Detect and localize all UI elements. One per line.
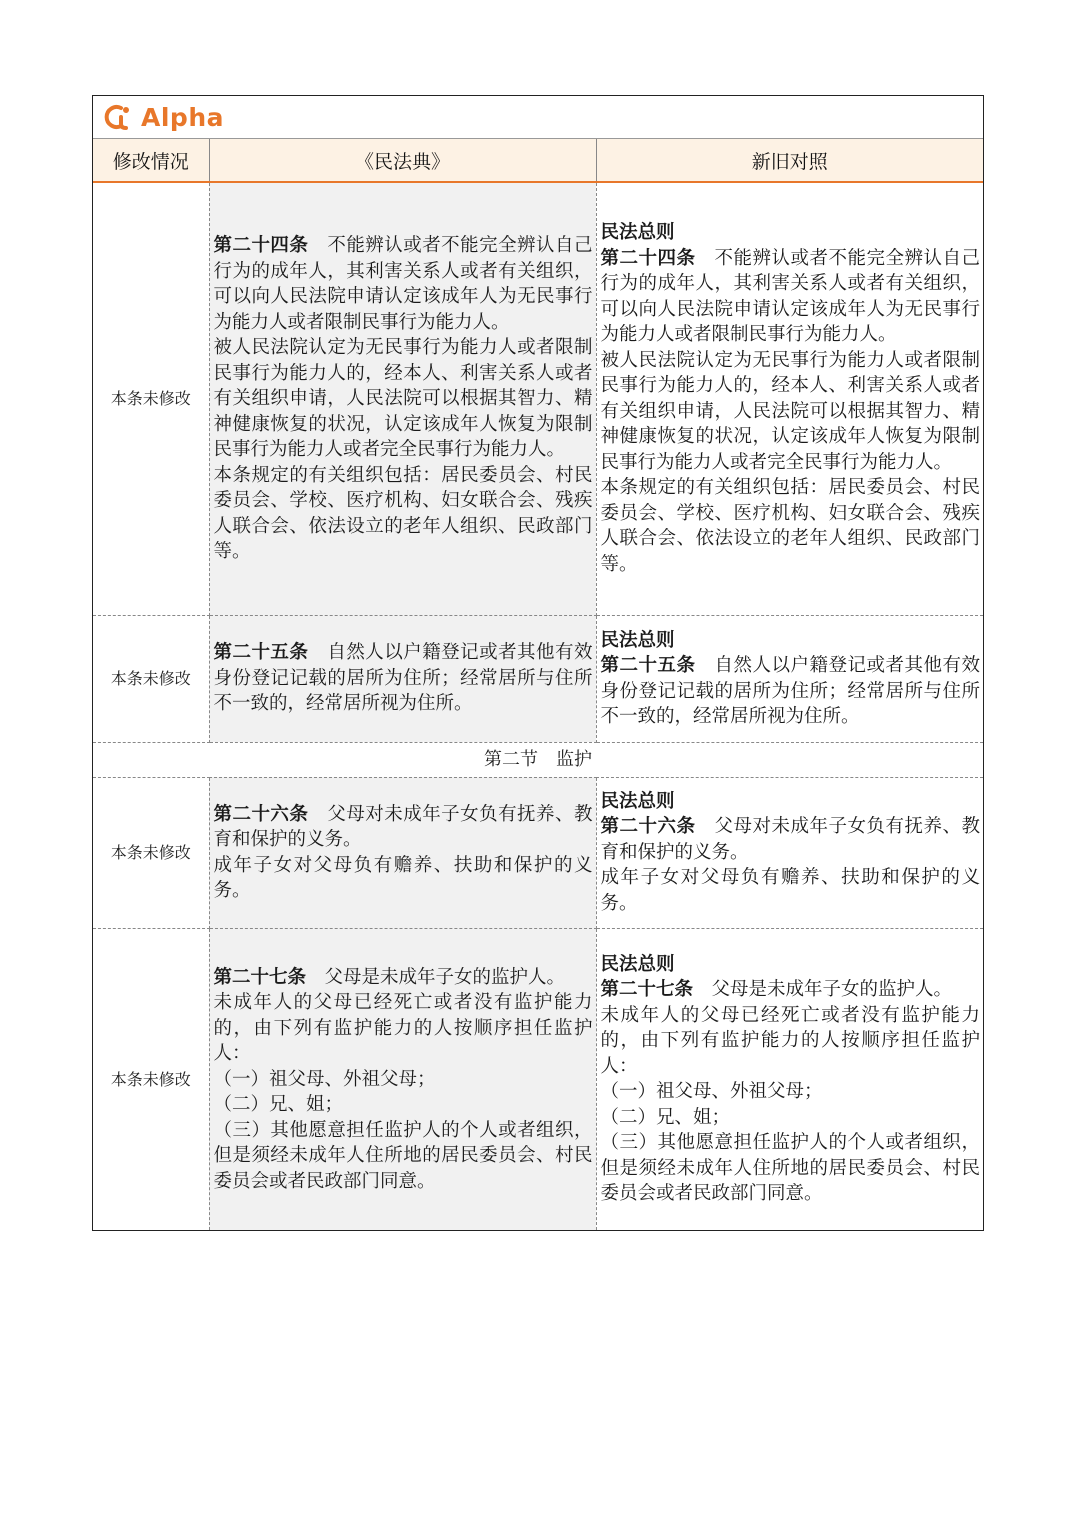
alpha-logo-icon xyxy=(101,102,133,132)
article-number: 第二十五条 xyxy=(600,655,696,676)
paragraph-text: 自然人以户籍登记或者其他有效身份登记记载的居所为住所；经常居所与住所不一致的，经常居所视为住所。 xyxy=(600,655,980,727)
comparison-cell xyxy=(596,182,983,615)
civil-code-cell xyxy=(209,182,596,615)
article-paragraph: 未成年人的父母已经死亡或者没有监护能力的，由下列有监护能力的人按顺序担任监护人： xyxy=(213,992,593,1064)
article-paragraph: （三）其他愿意担任监护人的个人或者组织，但是须经未成年人住所地的居民委员会、村民委员会或者民政部门同意。 xyxy=(213,1119,593,1192)
section-title: 第二节 监护 xyxy=(93,742,983,777)
comparison-document xyxy=(92,95,984,1231)
paragraph-text: 父母是未成年子女的监护人。 xyxy=(324,966,566,988)
table-row xyxy=(93,928,983,1230)
article-paragraph: （一）祖父母、外祖父母； xyxy=(213,1068,436,1090)
code-title: 民法总则 xyxy=(600,953,675,975)
status-cell: 本条未修改 xyxy=(93,615,209,742)
table-row xyxy=(93,182,983,615)
comparison-cell xyxy=(596,928,983,1230)
article-paragraph: 本条规定的有关组织包括：居民委员会、村民委员会、学校、医疗机构、妇女联合会、残疾人联合会、依法设立的老年人组织、民政部门等。 xyxy=(213,464,593,562)
article-paragraph xyxy=(601,977,981,1003)
header-comparison: 新旧对照 xyxy=(596,139,983,182)
paragraph-text: 自然人以户籍登记或者其他有效身份登记记载的居所为住所；经常居所与住所不一致的，经常居所视为住所。 xyxy=(213,642,593,715)
article-paragraph xyxy=(214,640,593,717)
civil-code-cell xyxy=(209,928,596,1230)
code-title: 民法总则 xyxy=(600,790,675,812)
article-paragraph xyxy=(214,802,593,853)
article-paragraph: 未成年人的父母已经死亡或者没有监护能力的，由下列有监护能力的人按顺序担任监护人： xyxy=(600,1004,980,1077)
article-number: 第二十七条 xyxy=(213,966,307,988)
header-civil-code: 《民法典》 xyxy=(209,139,596,182)
paragraph-text: 不能辨认或者不能完全辨认自己行为的成年人，其利害关系人或者有关组织，可以向人民法院申请认定该成年人为无民事行为能力人或者限制民事行为能力人。 xyxy=(213,235,593,333)
article-paragraph xyxy=(601,246,981,348)
status-cell: 本条未修改 xyxy=(93,182,209,615)
brand-name: Alpha xyxy=(141,102,224,132)
article-number: 第二十五条 xyxy=(213,642,309,664)
article-paragraph: 成年子女对父母负有赡养、扶助和保护的义务。 xyxy=(213,854,593,901)
article-paragraph xyxy=(214,233,593,335)
article-paragraph: （三）其他愿意担任监护人的个人或者组织，但是须经未成年人住所地的居民委员会、村民委员会或者民政部门同意。 xyxy=(600,1132,980,1205)
paragraph-text: 不能辨认或者不能完全辨认自己行为的成年人，其利害关系人或者有关组织，可以向人民法院申请认定该成年人为无民事行为能力人或者限制民事行为能力人。 xyxy=(600,247,980,346)
paragraph-text: 父母是未成年子女的监护人。 xyxy=(711,979,953,1001)
article-paragraph: （二）兄、姐； xyxy=(213,1094,344,1115)
article-paragraph xyxy=(214,965,593,991)
header-status: 修改情况 xyxy=(93,139,209,182)
civil-code-cell xyxy=(209,615,596,742)
article-number: 第二十六条 xyxy=(600,816,696,838)
table-header-row xyxy=(93,139,983,182)
code-title: 民法总则 xyxy=(600,629,675,651)
article-paragraph: 被人民法院认定为无民事行为能力人或者限制民事行为能力人的，经本人、利害关系人或者有关组织申请，人民法院可以根据其智力、精神健康恢复的状况，认定该成年人恢复为限制民事行为能力人或者完全民事行为能力人。 xyxy=(600,349,980,473)
article-number: 第二十四条 xyxy=(600,247,696,269)
article-number: 第二十七条 xyxy=(600,979,694,1001)
paragraph-text: 父母对未成年子女负有抚养、教育和保护的义务。 xyxy=(213,803,593,850)
article-paragraph: （二）兄、姐； xyxy=(600,1106,731,1128)
paragraph-text: 父母对未成年子女负有抚养、教育和保护的义务。 xyxy=(600,816,980,863)
table-row xyxy=(93,777,983,928)
article-number: 第二十六条 xyxy=(213,803,309,825)
code-title: 民法总则 xyxy=(600,222,675,244)
status-cell: 本条未修改 xyxy=(93,777,209,928)
comparison-table xyxy=(93,139,983,1230)
comparison-cell xyxy=(596,777,983,928)
civil-code-cell xyxy=(209,777,596,928)
article-paragraph: 成年子女对父母负有赡养、扶助和保护的义务。 xyxy=(600,867,980,914)
section-row xyxy=(93,742,983,777)
article-paragraph xyxy=(601,653,981,730)
article-number: 第二十四条 xyxy=(213,235,309,256)
table-row xyxy=(93,615,983,742)
article-paragraph xyxy=(601,814,981,865)
article-paragraph: （一）祖父母、外祖父母； xyxy=(600,1081,823,1103)
brand-header xyxy=(93,96,983,139)
article-paragraph: 本条规定的有关组织包括：居民委员会、村民委员会、学校、医疗机构、妇女联合会、残疾人联合会、依法设立的老年人组织、民政部门等。 xyxy=(600,477,980,575)
comparison-cell xyxy=(596,615,983,742)
status-cell: 本条未修改 xyxy=(93,928,209,1230)
article-paragraph: 被人民法院认定为无民事行为能力人或者限制民事行为能力人的，经本人、利害关系人或者有关组织申请，人民法院可以根据其智力、精神健康恢复的状况，认定该成年人恢复为限制民事行为能力人或者完全民事行为能力人。 xyxy=(213,337,593,460)
